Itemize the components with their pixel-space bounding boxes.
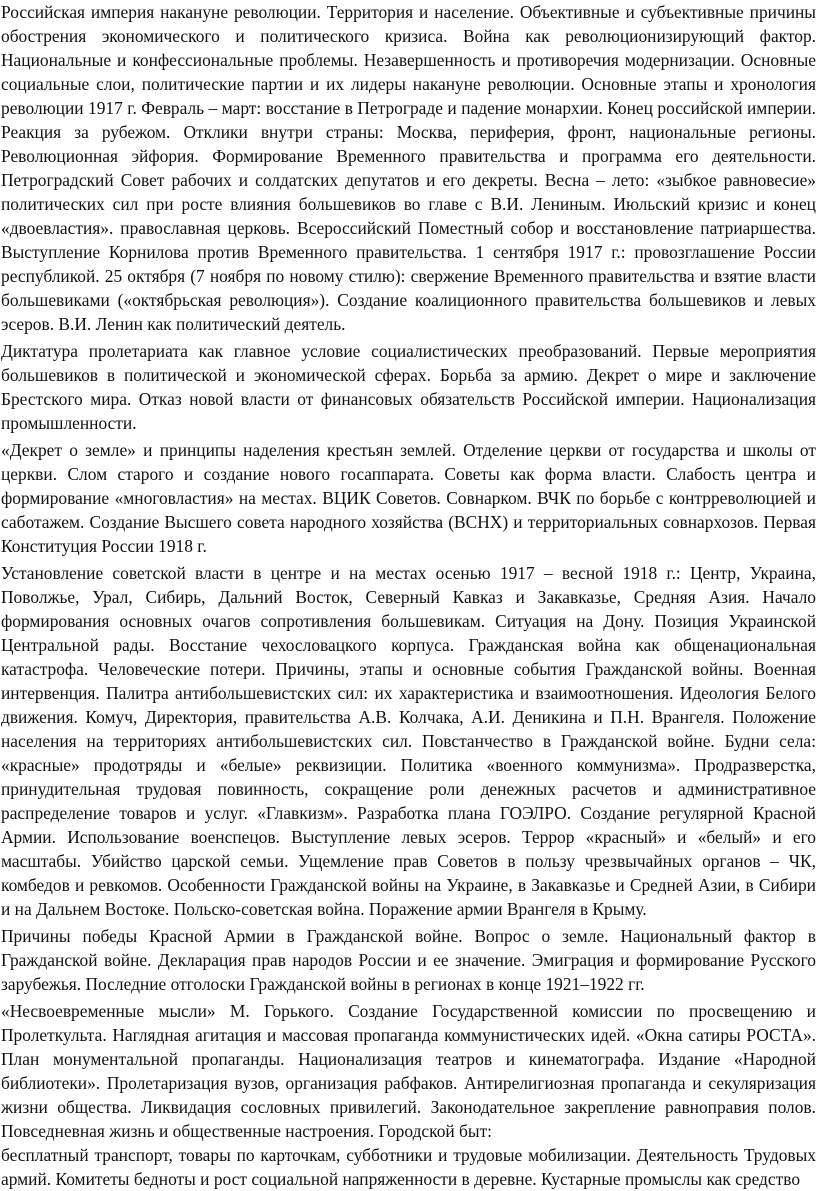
paragraph-dictatorship-of-proletariat: Диктатура пролетариата как главное условие социалистических преобразований. Первые мероприятия большевиков в политической и экономической сферах. Борьба за армию. Декрет о мире и заключение Брестского мира. Отказ новой власти от финансовых обязательств Российской империи. Национализация промышленности.	[1, 341, 816, 433]
paragraph-red-army-victory: Причины победы Красной Армии в Гражданской войне. Вопрос о земле. Национальный фактор в Гражданской войне. Декларация прав народов России и ее значение. Эмиграция и формирование Русского зарубежья. Последние отголоски Гражданской войны в регионах в конце 1921–1922 гг.	[1, 926, 816, 994]
paragraph-revolution-1917: Российская империя накануне революции. Территория и население. Объективные и субъективные причины обострения экономического и политического кризиса. Война как революционизирующий фактор. Национальные и конфессиональные проблемы. Незавершенность и противоречия модернизации. Основные социальные слои, политические партии и их лидеры накануне революции. Основные этапы и хронология революции 1917 г. Февраль – март: восстание в Петрограде и падение монархии. Конец российской империи. Реакция за рубежом. Отклики внутри страны: Москва, периферия, фронт, национальные регионы. Революционная эйфория. Формирование Временного правительства и программа его деятельности. Петроградский Совет рабочих и солдатских депутатов и его декреты. Весна – лето: «зыбкое равновесие» политических сил при росте влияния большевиков во главе с В.И. Лениным. Июльский кризис и конец «двоевластия». православная церковь. Всероссийский Поместный собор и восстановление патриаршества. Выступление Корнилова против Временного правительства. 1 сентября 1917 г.: провозглашение России республикой. 25 октября (7 ноября по новому стилю): свержение Временного правительства и взятие власти большевиками («октябрьская революция»). Создание коалиционного правительства большевиков и левых эсеров. В.И. Ленин как политический деятель.	[1, 2, 816, 334]
paragraph-decree-on-land: «Декрет о земле» и принципы наделения крестьян землей. Отделение церкви от государства и школы от церкви. Слом старого и создание нового госаппарата. Советы как форма власти. Слабость центра и формирование «многовластия» на местах. ВЦИК Советов. Совнарком. ВЧК по борьбе с контрреволюцией и саботажем. Создание Высшего совета народного хозяйства (ВСНХ) и территориальных совнархозов. Первая Конституция России 1918 г.	[1, 440, 816, 556]
paragraph-everyday-life: бесплатный транспорт, товары по карточкам, субботники и трудовые мобилизации. Деятельность Трудовых армий. Комитеты бедноты и рост социальной напряженности в деревне. Кустарные промыслы как средство	[1, 1145, 816, 1189]
paragraph-culture-and-propaganda: «Несвоевременные мысли» М. Горького. Создание Государственной комиссии по просвещению и Пролеткульта. Наглядная агитация и массовая пропаганда коммунистических идей. «Окна сатиры РОСТА». План монументальной пропаганды. Национализация театров и кинематографа. Издание «Народной библиотеки». Пролетаризация вузов, организация рабфаков. Антирелигиозная пропаганда и секуляризация жизни общества. Ликвидация сословных привилегий. Законодательное закрепление равноправия полов. Повседневная жизнь и общественные настроения. Городской быт:	[1, 1001, 816, 1141]
paragraph-civil-war: Установление советской власти в центре и на местах осенью 1917 – весной 1918 г.: Центр, Украина, Поволжье, Урал, Сибирь, Дальний Восток, Северный Кавказ и Закавказье, Средняя Азия. Начало формирования основных очагов сопротивления большевикам. Ситуация на Дону. Позиция Украинской Центральной рады. Восстание чехословацкого корпуса. Гражданская война как общенациональная катастрофа. Человеческие потери. Причины, этапы и основные события Гражданской войны. Военная интервенция. Палитра антибольшевистских сил: их характеристика и взаимоотношения. Идеология Белого движения. Комуч, Директория, правительства А.В. Колчака, А.И. Деникина и П.Н. Врангеля. Положение населения на территориях антибольшевистских сил. Повстанчество в Гражданской войне. Будни села: «красные» продотряды и «белые» реквизиции. Политика «военного коммунизма». Продразверстка, принудительная трудовая повинность, сокращение роли денежных расчетов и административное распределение товаров и услуг. «Главкизм». Разработка плана ГОЭЛРО. Создание регулярной Красной Армии. Использование военспецов. Выступление левых эсеров. Террор «красный» и «белый» и его масштабы. Убийство царской семьи. Ущемление прав Советов в пользу чрезвычайных органов – ЧК, комбедов и ревкомов. Особенности Гражданской войны на Украине, в Закавказье и Средней Азии, в Сибири и на Дальнем Востоке. Польско-советская война. Поражение армии Врангеля в Крыму.	[1, 563, 816, 919]
